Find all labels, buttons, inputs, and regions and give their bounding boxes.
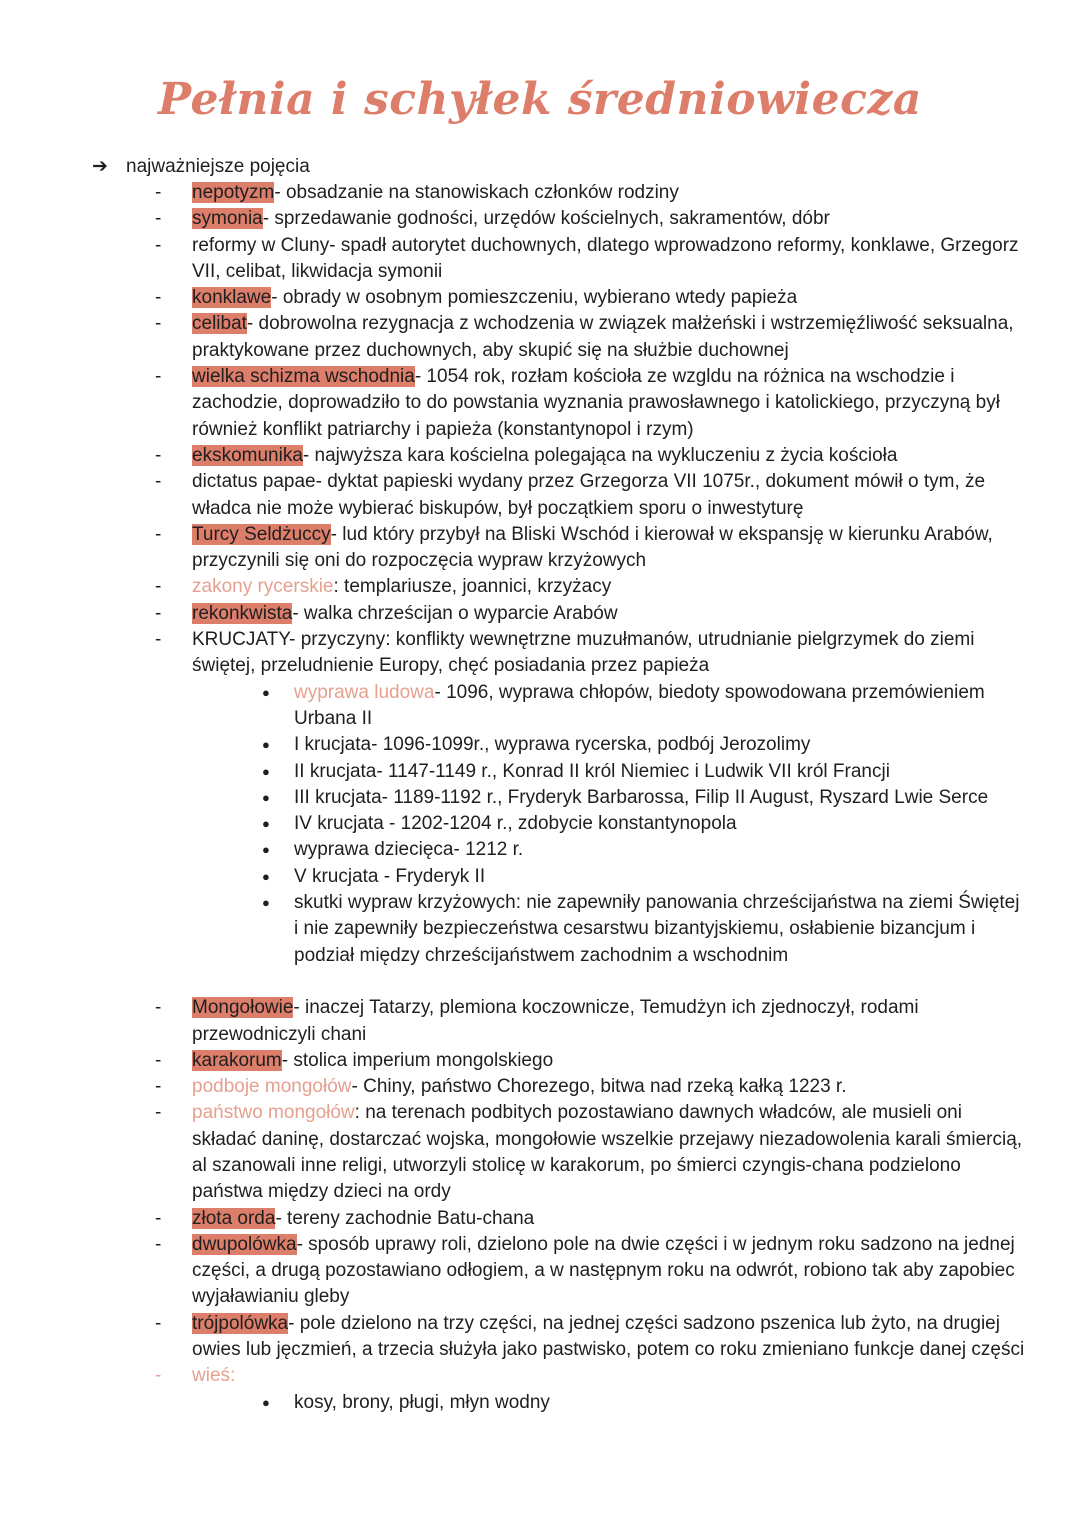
spacer (155, 969, 1025, 995)
definition: - inaczej Tatarzy, plemiona koczownicze, Temudżyn ich zjednoczył, rodami przewodniczyli chani (192, 997, 919, 1045)
bullet-icon: ● (262, 789, 270, 805)
dash-bullet-icon: - (155, 1233, 162, 1255)
definition: III krucjata- 1189-1192 r., Fryderyk Barbarossa, Filip II August, Ryszard Lwie Serce (294, 786, 989, 808)
dash-bullet-icon: - (155, 997, 162, 1019)
highlighted-term: wielka schizma wschodnia (192, 366, 415, 388)
bullet-icon: ● (262, 763, 270, 779)
definition: - obrady w osobnym pomieszczeniu, wybierano wtedy papieża (271, 287, 798, 309)
highlighted-term: symonia (192, 208, 263, 230)
definition: - sprzedawanie godności, urzędów kościelnych, sakramentów, dóbr (262, 208, 830, 230)
list-item (155, 311, 1025, 364)
highlighted-term: Turcy Seldżuccy (192, 523, 331, 545)
definition: reformy w Cluny- spadł autorytet duchownych, dlatego wprowadzono reformy, konklawe, Grzegorz VII, celibat, likwidacja symonii (192, 234, 1019, 282)
list-item (155, 285, 1025, 311)
definition: dictatus papae- dyktat papieski wydany przez Grzegorza VII 1075r., dokument mówił o tym, że władca nie może wybierać biskupów, był początkiem sporu o inwestyturę (192, 471, 986, 519)
list-item (155, 627, 1025, 969)
definition: KRUCJATY- przyczyny: konflikty wewnętrzne muzułmanów, utrudnianie pielgrzymek do ziemi świętej, przeludnienie Europy, chęć posiadania przez papieża (192, 629, 975, 677)
highlighted-term: nepotyzm (192, 182, 275, 203)
list-item (155, 1311, 1025, 1364)
list-item (155, 1363, 1025, 1416)
sub-list-item (192, 837, 1025, 863)
dash-bullet-icon: - (155, 629, 162, 651)
definition: II krucjata- 1147-1149 r., Konrad II król Niemiec i Ludwik VII król Francji (294, 760, 890, 782)
dash-bullet-icon: - (155, 444, 162, 466)
list-item (155, 364, 1025, 443)
sub-list-item (192, 759, 1025, 785)
definition: - sposób uprawy roli, dzielono pole na dwie części i w jednym roku sadzono na jednej części, a drugą pozostawiano odłogiem, a w następnym roku na odwrót, robiono tak aby zapobiec wyjaławianiu gleby (192, 1233, 1015, 1308)
highlighted-term: celibat (192, 313, 247, 335)
bullet-icon: ● (262, 816, 270, 832)
highlighted-term: złota orda (192, 1207, 276, 1229)
list-item (155, 1232, 1025, 1311)
definition: : templariusze, joannici, krzyżacy (333, 576, 612, 598)
sub-list (192, 1390, 1025, 1416)
definition: - dobrowolna rezygnacja z wchodzenia w związek małżeński i wstrzemięźliwość seksualna, praktykowane przez duchownych, aby skupić się na służbie duchownej (192, 313, 1014, 361)
bullet-icon: ● (262, 684, 270, 700)
list-item (155, 574, 1025, 600)
highlighted-term: dwupolówka (192, 1233, 297, 1255)
list-item (155, 1100, 1025, 1205)
term: wieś: (192, 1365, 236, 1387)
list-item (155, 1206, 1025, 1232)
dash-bullet-icon: - (155, 366, 162, 388)
dash-bullet-icon: - (155, 313, 162, 335)
definition: : na terenach podbitych pozostawiano dawnych władców, ale musieli oni składać daninę, dostarczać wojska, mongołowie wszelkie przejawy niezadowolenia karali śmiercią, al szanowali inne religi, utworzyli stolicę w karakorum, po śmierci czyngis-chana podzielono państwa między dzieci na ordy (192, 1102, 1023, 1203)
page-title: Pełnia i schyłek średniowiecza (158, 74, 922, 125)
bullet-icon: ● (262, 842, 270, 858)
definition: wyprawa dziecięca- 1212 r. (294, 839, 524, 861)
dash-bullet-icon: - (155, 234, 162, 256)
bullet-icon: ● (262, 868, 270, 884)
section-heading-text: najważniejsze pojęcia (126, 156, 310, 177)
definition: V krucjata - Fryderyk II (294, 865, 486, 887)
dash-bullet-icon: - (155, 1076, 162, 1098)
highlighted-term: rekonkwista (192, 602, 293, 624)
definition: skutki wypraw krzyżowych: nie zapewniły panowania chrześcijaństwa na ziemi Świętej i nie zapewniły bezpieczeństwa cesarstwu bizantyjskiemu, osłabienie bizancjum i podział między chrześcijaństwem zachodnim a wschodnim (294, 892, 1020, 966)
list-item (155, 1048, 1025, 1074)
dash-bullet-icon: - (155, 1102, 162, 1124)
definition: - lud który przybył na Bliski Wschód i kierował w ekspansję w kierunku Arabów, przyczynili się oni do rozpoczęcia wypraw krzyżowych (192, 523, 993, 572)
term: zakony rycerskie (192, 576, 334, 598)
definition: - stolica imperium mongolskiego (281, 1049, 554, 1071)
dash-bullet-icon: - (155, 287, 162, 309)
dash-bullet-icon: - (155, 523, 162, 545)
list-item (155, 601, 1025, 627)
dash-bullet-icon: - (155, 471, 162, 493)
list-item (155, 180, 1025, 206)
dash-bullet-icon: - (155, 208, 162, 230)
list-item (155, 469, 1025, 522)
list-item (155, 995, 1025, 1048)
concept-list (155, 180, 1025, 1416)
sub-list-item (192, 890, 1025, 969)
dash-bullet-icon: - (155, 1312, 162, 1334)
list-item (155, 443, 1025, 469)
definition: IV krucjata - 1202-1204 r., zdobycie konstantynopola (294, 813, 737, 835)
sub-list-item (192, 680, 1025, 733)
definition: - tereny zachodnie Batu-chana (275, 1207, 535, 1229)
definition: - walka chrześcijan o wyparcie Arabów (292, 602, 618, 624)
sub-list-item (192, 864, 1025, 890)
definition: kosy, brony, pługi, młyn wodny (294, 1391, 550, 1413)
definition: - pole dzielono na trzy części, na jednej części sadzono pszenica lub żyto, na drugiej owies lub jęczmień, a trzecia służyła jako pastwisko, potem co roku zmieniano funkcje danej części (192, 1312, 1025, 1361)
bullet-icon: ● (262, 895, 270, 911)
definition: - najwyższa kara kościelna polegająca na wykluczeniu z życia kościoła (302, 444, 898, 466)
definition: - Chiny, państwo Chorezego, bitwa nad rzeką kałką 1223 r. (351, 1076, 847, 1098)
definition: - 1096, wyprawa chłopów, biedoty spowodowana przemówieniem Urbana II (294, 681, 985, 729)
list-item (155, 233, 1025, 286)
term: wyprawa ludowa (294, 681, 435, 703)
dash-bullet-icon: - (155, 1365, 162, 1387)
term: podboje mongołów (192, 1076, 352, 1098)
term: państwo mongołów (192, 1102, 355, 1124)
sub-list-item (192, 785, 1025, 811)
definition: - 1054 rok, rozłam kościoła ze wzgldu na różnica na wschodzie i zachodzie, doprowadziło to do powstania wyznania prawosławnego i katolickiego, przyczyną był również konflikt patriarchy i papieża (konstantynopol i rzym) (192, 366, 1000, 440)
highlighted-term: trójpolówka (192, 1312, 289, 1334)
dash-bullet-icon: - (155, 602, 162, 624)
dash-bullet-icon: - (155, 576, 162, 598)
highlighted-term: konklawe (192, 287, 272, 309)
dash-bullet-icon: - (155, 1049, 162, 1071)
highlighted-term: karakorum (192, 1049, 282, 1071)
highlighted-term: ekskomunika (192, 444, 303, 466)
highlighted-term: Mongołowie (192, 997, 294, 1019)
list-item (155, 1074, 1025, 1100)
section-heading (92, 154, 310, 180)
sub-list-item (192, 732, 1025, 758)
definition: I krucjata- 1096-1099r., wyprawa rycerska, podbój Jerozolimy (294, 734, 811, 756)
list-item (155, 206, 1025, 232)
dash-bullet-icon: - (155, 182, 162, 203)
dash-bullet-icon: - (155, 1207, 162, 1229)
bullet-icon: ● (262, 737, 270, 753)
arrow-right-icon: ➔ (92, 156, 108, 177)
sub-list (192, 680, 1025, 969)
list-item (155, 522, 1025, 575)
sub-list-item (192, 811, 1025, 837)
bullet-icon: ● (262, 1394, 270, 1410)
definition: - obsadzanie na stanowiskach członków rodziny (274, 182, 679, 203)
sub-list-item (192, 1390, 1025, 1416)
